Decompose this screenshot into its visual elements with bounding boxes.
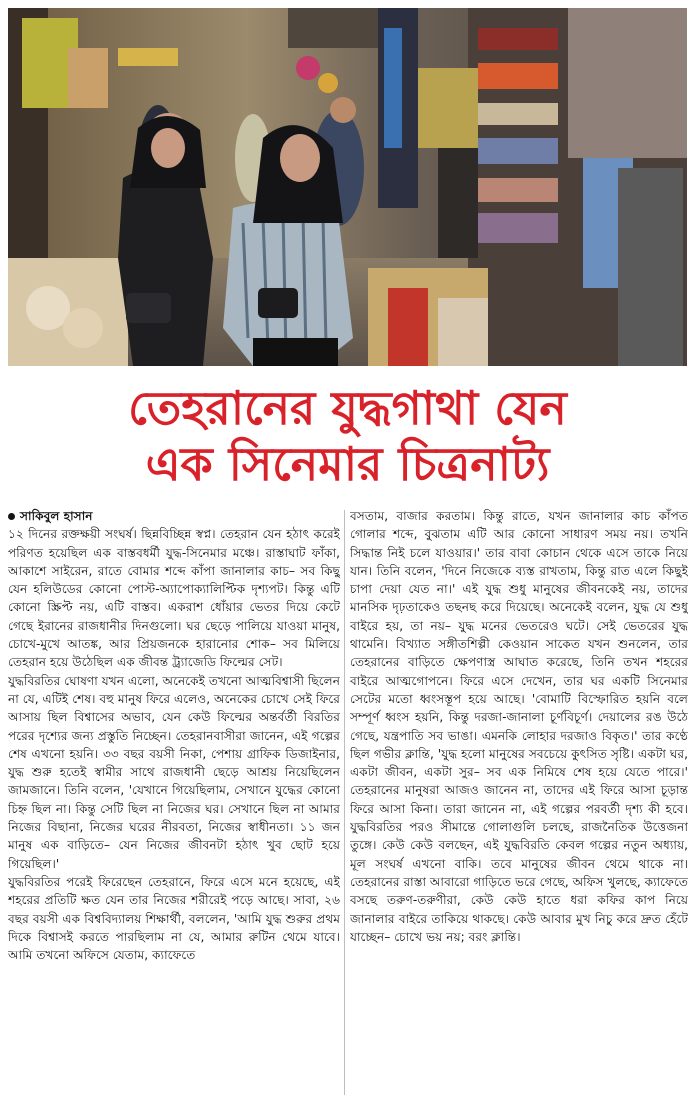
article-paragraph: বসতাম, বাজার করতাম। কিন্তু রাতে, যখন জানালার কাচ কাঁপত গোলার শব্দে, বুঝতাম এটি আর কোনো সাধারণ সময় নয়। তখনি সিদ্ধান্ত নিই চলে যাওয়ার।' তার বাবা কোচান থেকে এসে তাকে নিয়ে যান। তিনি বলেন, 'দিনে নিজেকে ব্যস্ত রাখতাম, কিন্তু রাত এলে কিছুই চাপা দেয়া যেত না।' এই যুদ্ধ শুধু মানুষের জীবনকেই নয়, তাদের মানসিক দৃঢ়তাকেও তছনছ করে দিয়েছে। অনেকেই বলেন, যুদ্ধ যে শুধু বাইরে হয়, তা নয়– যুদ্ধ মনের ভেতরেও ঘটে। সেই ভেতরের যুদ্ধ থামেনি। বিখ্যাত সঙ্গীতশিল্পী কেওয়ান সাকেত যখন শুনলেন, তার তেহরানের বাড়িতে ক্ষেপণাস্ত্র আঘাত করেছে, তিনি তখন শহরের বাইরে আত্মগোপনে। ফিরে এসে দেখেন, তার ঘর একটি সিনেমার সেটের মতো ধ্বংসস্তূপ হয়ে আছে। 'বোমাটি বিস্ফোরিত হয়নি বলে সম্পূর্ণ ধ্বংস হয়নি, কিন্তু দরজা-জানালা চূর্ণবিচূর্ণ। দেয়ালের রঙ উঠে গেছে, যন্ত্রপাতি সব ভাঙা। এমনকি লোহার দরজাও বিকৃত।' তার কণ্ঠে ছিল গভীর ক্লান্তি, 'যুদ্ধ হলো মানুষের সবচেয়ে কুৎসিত সৃষ্টি। একটা ঘর, একটা জীবন, একটা সুর– সব এক নিমিষে শেষ হয়ে যেতে পারে।' তেহরানের মানুষরা আজও জানেন না, তাদের এই ফিরে আসা চূড়ান্ত ফিরে আসা কিনা। তারা জানেন না, এই গল্পের পরবর্তী দৃশ্য কী হবে। যুদ্ধবিরতির পরও সীমান্তে গোলাগুলি চলছে, রাজনৈতিক উত্তেজনা তুঙ্গে। কেউ কেউ বলছেন, এই যুদ্ধবিরতি কেবল গল্পের নতুন অধ্যায়, মূল সংঘর্ষ এখনো বাকি। তবে মানুষের জীবন থেমে থাকে না। তেহরানের রাস্তা আবারো গাড়িতে ভরে গেছে, অফিস খুলছে, ক্যাফেতে বসছে তরুণ-তরুণীরা, কেউ কেউ হাতে ধরা কফির কাপ নিয়ে জানালার বাইরে তাকিয়ে থাকছে। কেউ আবার মুখ নিচু করে দ্রুত হেঁটে যাচ্ছেন– চোখে ভয় নয়; বরং ক্লান্তি। <box>350 509 688 944</box>
bazaar-photo <box>8 8 687 366</box>
byline <box>8 507 340 525</box>
article-column-left <box>8 507 340 1095</box>
bullet-icon <box>8 513 15 520</box>
column-divider <box>344 510 345 1095</box>
article-paragraph: যুদ্ধবিরতির পরেই ফিরেছেন তেহরানে, ফিরে এসে মনে হয়েছে, এই শহরের প্রতিটি ক্ষত যেন তার নিজের শরীরেই পড়ে আছে। সাবা, ২৬ বছর বয়সী এক বিশ্ববিদ্যালয় শিক্ষার্থী, বললেন, 'আমি যুদ্ধ শুরুর প্রথম দিকে বিশ্বাসই করতে পারছিলাম না যে, আমার রুটিন থেমে যাবে। আমি তখনো অফিসে যেতাম, ক্যাফেতে <box>8 874 340 963</box>
headline-line-2: এক সিনেমার চিত্রনাট্য <box>145 437 550 491</box>
headline-line-1: তেহরানের যুদ্ধগাথা যেন <box>128 381 567 435</box>
article-column-right <box>350 507 688 1095</box>
headline <box>8 372 687 498</box>
article-paragraph: যুদ্ধবিরতির ঘোষণা যখন এলো, অনেকেই তখনো আত্মবিশ্বাসী ছিলেন না যে, এটিই শেষ। বহু মানুষ ফিরে এলেও, অনেকের চোখে সেই ফিরে আসায় ছিল বিশ্বাসের অভাব, যেন কেউ ফিল্মের অন্তর্বর্তী বিরতির পরের দৃশ্যের জন্য প্রস্তুতি নিচ্ছেন। তেহরানবাসীরা জানেন, এই গল্পের শেষ এখনো হয়নি। ৩৩ বছর বয়সী নিকা, পেশায় গ্রাফিক ডিজাইনার, যুদ্ধ শুরু হতেই স্বামীর সাথে রাজধানী ছেড়ে আশ্রয় নিয়েছিলেন জামজানে। তিনি বলেন, 'যেখানে গিয়েছিলাম, সেখানে যুদ্ধের কোনো চিহ্ন ছিল না। কিন্তু সেটি ছিল না নিজের ঘর। সেখানে ছিল না আমার নিজের বিছানা, নিজের ঘরের নীরবতা, নিজের স্বাধীনতা। ১১ জন মানুষ এক বাড়িতে– যেন নিজের জীবনটা হঠাৎ খুব ছোট হয়ে গিয়েছিল।' <box>8 673 340 871</box>
article-paragraph: ১২ দিনের রক্তক্ষয়ী সংঘর্ষ। ছিন্নবিচ্ছিন্ন স্বপ্ন। তেহরান যেন হঠাৎ করেই পরিণত হয়েছিল এক বাস্তবধর্মী যুদ্ধ-সিনেমার মঞ্চে। রাস্তাঘাট ফাঁকা, আকাশে সাইরেন, রাতে বোমার শব্দে কাঁপা জানালার কাচ– সব কিছু যেন হলিউডের কোনো পোস্ট-অ্যাপোক্যালিপ্টিক দৃশ্যপট। কিন্তু এটি কোনো স্ক্রিপ্ট নয়, এটি বাস্তব। একরাশ ধোঁয়ার ভেতর দিয়ে কেটে গেছে ইরানের রাজধানীর দিনগুলো। ঘর ছেড়ে পালিয়ে যাওয়া মানুষ, চোখে-মুখে আতঙ্ক, আর প্রিয়জনকে হারানোর শোক– সব মিলিয়ে তেহরান হয়ে উঠেছিল এক জীবন্ত ট্র্যাজেডি ফিল্মের সেট। <box>8 527 340 670</box>
author-name: সাকিবুল হাসান <box>20 509 93 523</box>
